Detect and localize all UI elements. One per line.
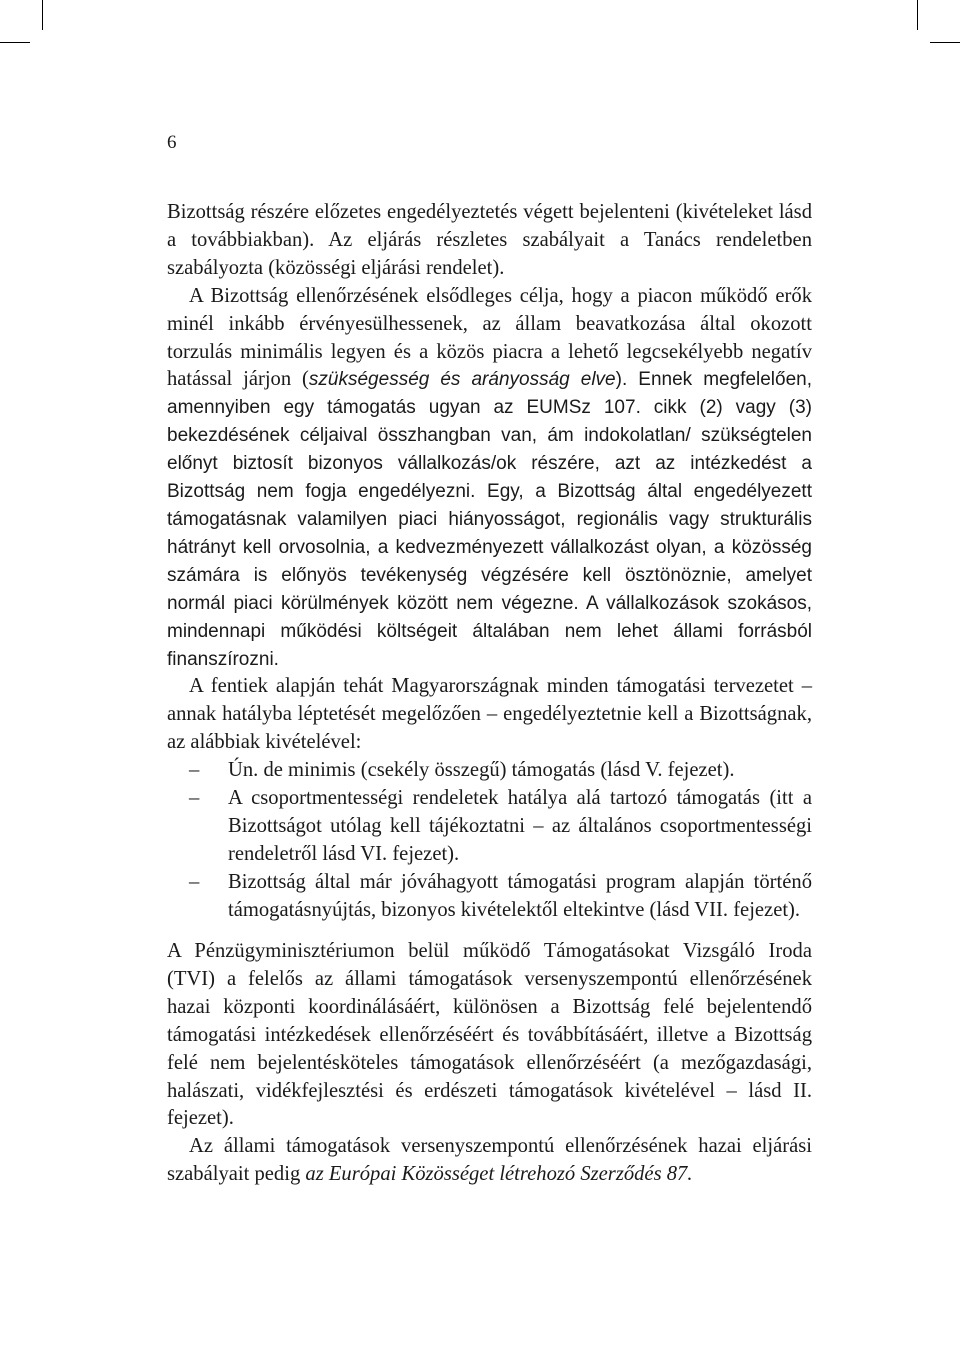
dash-bullet: – [189, 759, 200, 782]
dash-bullet: – [189, 870, 200, 893]
principle-name: szükségesség és arányosság elve [308, 369, 616, 391]
crop-mark-top-right-horizontal [930, 42, 960, 43]
crop-mark-top-left-horizontal [0, 42, 30, 43]
paragraph-procedure [167, 1133, 812, 1189]
treaty-reference: az Európai Közösséget létrehozó Szerződés 87. [305, 1163, 693, 1186]
paragraph-continuation: Bizottság részére előzetes engedélyeztetés végett bejelenteni (kivételeket lásd a továbbiakban). Az eljárás részletes szabályait a Tanács rendeletben szabályozta (közösségi eljárási rendelet). [167, 201, 812, 279]
main-text-section [167, 199, 812, 925]
crop-mark-top-right-vertical [917, 0, 918, 30]
page-number: 6 [167, 132, 177, 153]
paragraph-exceptions-intro: A fentiek alapján tehát Magyarországnak minden támogatási tervezetet – annak hatályba léptetését megelőzően – engedélyeztetnie kell a Bizottságnak, az alábbiak kivételével: [167, 675, 812, 754]
paragraph-tvi: A Pénzügyminisztériumon belül működő Támogatásokat Vizsgáló Iroda (TVI) a felelős az állami támogatások versenyszempontú ellenőrzésének hazai központi koordinálásáért, különösen a Bizottság felé bejelentendő támogatási intézkedések ellenőrzéséért és továbbításáért, illetve a Bizottság felé nem bejelentésköteles támogatások ellenőrzéséért (a mezőgazdasági, halászati, vidékfejlesztési és erdészeti támogatások kivételével – lásd II. fejezet). [167, 940, 812, 1130]
list-item-text: Bizottság által már jóváhagyott támogatási program alapján történő támogatásnyújtás, bizonyos kivételektől eltekintve (lásd VII. fejezet). [228, 870, 812, 921]
paragraph-text: Az állami támogatások versenyszempontú ellenőrzésének hazai eljárási szabályait pedig [167, 1135, 812, 1186]
paragraph-bizottsag-goal [167, 283, 812, 674]
list-item-text: Ún. de minimis (csekély összegű) támogatás (lásd V. fejezet). [228, 759, 735, 782]
list-item [167, 785, 812, 869]
list-item-text: A csoportmentességi rendeletek hatálya alá tartozó támogatás (itt a Bizottságot utólag kell tájékoztatni – az általános csoportmentességi rendeletről lásd VI. fejezet). [228, 787, 812, 865]
dash-bullet: – [189, 787, 200, 810]
tvi-section [167, 938, 812, 1189]
list-item [167, 757, 812, 785]
list-item [167, 869, 812, 925]
crop-mark-top-left-vertical [42, 0, 43, 30]
exceptions-list [167, 757, 812, 924]
paragraph-text: ). Ennek megfelelően, amennyiben egy támogatás ugyan az EUMSz 107. cikk (2) vagy (3) bekezdésének céljaival összhangban van, ám indokolatlan/ szükségtelen előnyt biztosít bizonyos vállalkozás/ok részére, azt az intézkedést a Bizottság nem fogja engedélyezni. Egy, a Bizottság által engedélyezett támogatásnak valamilyen piaci hiányosságot, regionális vagy strukturális hátrányt kell orvosolnia, a kedvezményezett vállalkozást olyan, a közösség számára is előnyös tevékenység végzésére kell ösztönöznie, amelyet normál piaci körülmények között nem végezne. A vállalkozások szokásos, mindennapi működési költségeit általában nem lehet állami forrásból finanszírozni. [167, 369, 812, 670]
paragraph-text: A Bizottság ellenőrzésének elsődleges célja, hogy a piacon működő erők minél inkább érvényesülhessenek, az állam beavatkozása által okozott torzulás minimális legyen és a közös piacra a lehető legcsekélyebb negatív hatással járjon ( [167, 284, 812, 391]
